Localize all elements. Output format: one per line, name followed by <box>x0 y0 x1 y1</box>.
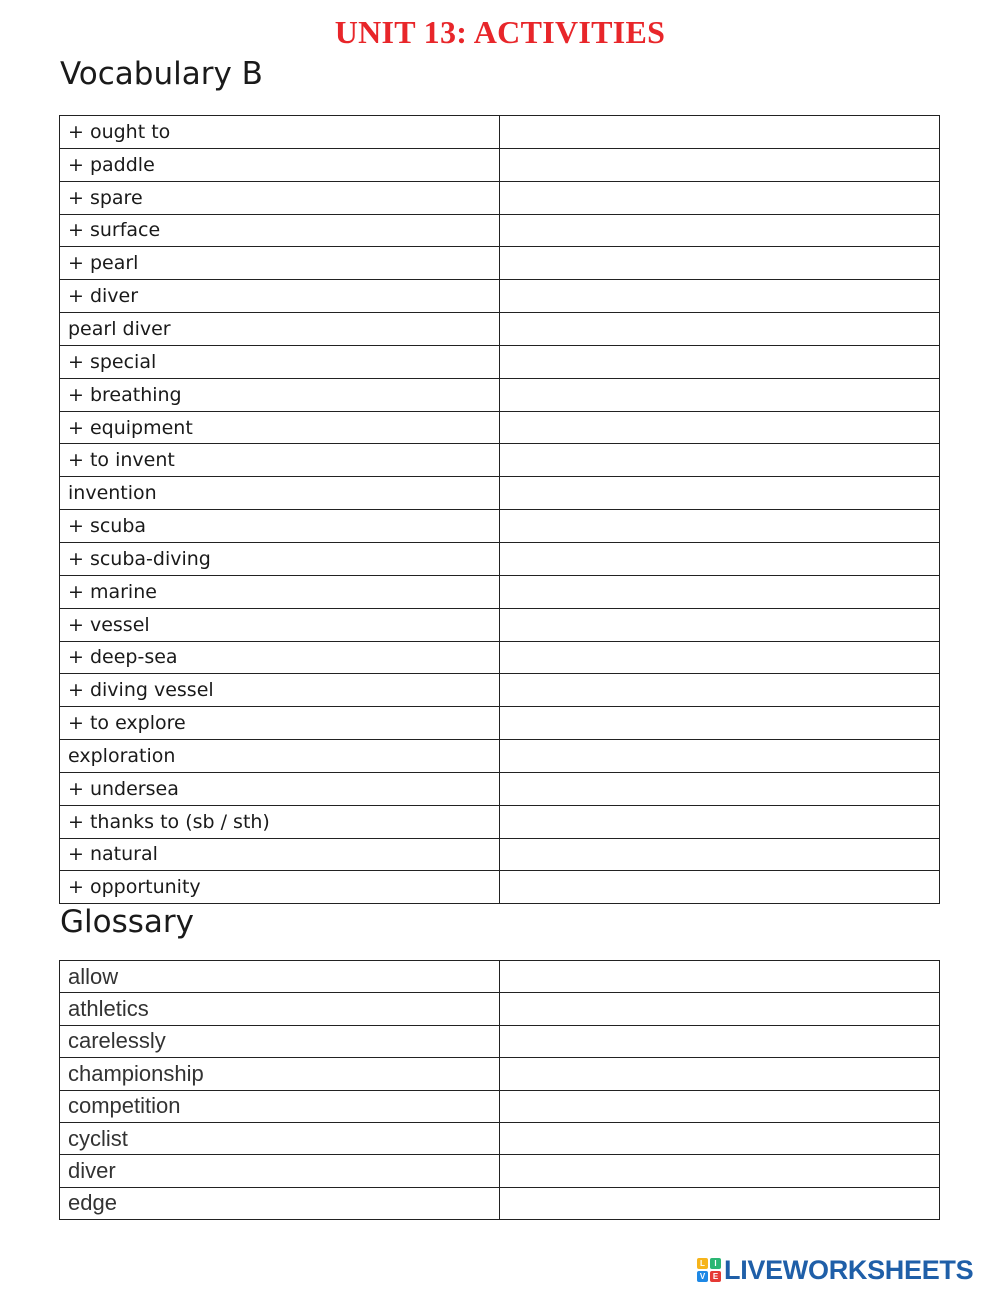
term-cell: + deep-sea <box>60 641 500 674</box>
term-cell: + ought to <box>60 116 500 149</box>
term-cell: + to explore <box>60 707 500 740</box>
term-cell: + spare <box>60 181 500 214</box>
document-title: UNIT 13: ACTIVITIES <box>334 14 666 50</box>
answer-cell[interactable] <box>500 1025 940 1057</box>
term-cell: exploration <box>60 740 500 773</box>
table-row <box>60 148 940 181</box>
table-row <box>60 674 940 707</box>
answer-cell[interactable] <box>500 740 940 773</box>
logo-mark-letter: V <box>697 1271 708 1282</box>
term-cell: + equipment <box>60 411 500 444</box>
table-row <box>60 116 940 149</box>
term-cell: + scuba <box>60 510 500 543</box>
answer-cell[interactable] <box>500 993 940 1025</box>
table-row <box>60 805 940 838</box>
table-row <box>60 477 940 510</box>
answer-cell[interactable] <box>500 280 940 313</box>
logo-mark-letter: I <box>710 1258 721 1269</box>
answer-cell[interactable] <box>500 345 940 378</box>
glossary-heading: Glossary <box>60 904 194 940</box>
table-row <box>60 411 940 444</box>
table-row <box>60 1090 940 1122</box>
answer-cell[interactable] <box>500 411 940 444</box>
table-row <box>60 707 940 740</box>
vocabulary-table-body <box>60 116 940 904</box>
table-row <box>60 1187 940 1219</box>
logo-mark-letter: L <box>697 1258 708 1269</box>
term-cell: + thanks to (sb / sth) <box>60 805 500 838</box>
term-cell: + scuba-diving <box>60 542 500 575</box>
answer-cell[interactable] <box>500 1058 940 1090</box>
term-cell: + opportunity <box>60 871 500 904</box>
table-row <box>60 608 940 641</box>
table-row <box>60 1122 940 1154</box>
table-row <box>60 378 940 411</box>
term-cell: diver <box>60 1155 500 1187</box>
term-cell: + natural <box>60 838 500 871</box>
table-row <box>60 313 940 346</box>
answer-cell[interactable] <box>500 247 940 280</box>
table-row <box>60 444 940 477</box>
answer-cell[interactable] <box>500 772 940 805</box>
term-cell: + pearl <box>60 247 500 280</box>
vocabulary-table <box>59 115 940 904</box>
term-cell: competition <box>60 1090 500 1122</box>
table-row <box>60 641 940 674</box>
liveworksheets-logo-icon <box>697 1258 721 1282</box>
term-cell: invention <box>60 477 500 510</box>
table-row <box>60 345 940 378</box>
term-cell: + paddle <box>60 148 500 181</box>
answer-cell[interactable] <box>500 641 940 674</box>
term-cell: + diving vessel <box>60 674 500 707</box>
answer-cell[interactable] <box>500 961 940 993</box>
term-cell: pearl diver <box>60 313 500 346</box>
answer-cell[interactable] <box>500 608 940 641</box>
term-cell: + vessel <box>60 608 500 641</box>
term-cell: + breathing <box>60 378 500 411</box>
table-row <box>60 961 940 993</box>
answer-cell[interactable] <box>500 378 940 411</box>
answer-cell[interactable] <box>500 1187 940 1219</box>
answer-cell[interactable] <box>500 214 940 247</box>
term-cell: + special <box>60 345 500 378</box>
table-row <box>60 838 940 871</box>
table-row <box>60 1058 940 1090</box>
answer-cell[interactable] <box>500 477 940 510</box>
table-row <box>60 1155 940 1187</box>
term-cell: athletics <box>60 993 500 1025</box>
answer-cell[interactable] <box>500 313 940 346</box>
answer-cell[interactable] <box>500 1155 940 1187</box>
answer-cell[interactable] <box>500 838 940 871</box>
table-row <box>60 247 940 280</box>
liveworksheets-logo <box>697 1255 973 1285</box>
glossary-table-body <box>60 961 940 1220</box>
logo-mark-letter: E <box>710 1271 721 1282</box>
table-row <box>60 871 940 904</box>
answer-cell[interactable] <box>500 707 940 740</box>
table-row <box>60 772 940 805</box>
table-row <box>60 1025 940 1057</box>
answer-cell[interactable] <box>500 444 940 477</box>
table-row <box>60 993 940 1025</box>
term-cell: + undersea <box>60 772 500 805</box>
term-cell: cyclist <box>60 1122 500 1154</box>
answer-cell[interactable] <box>500 871 940 904</box>
glossary-table <box>59 960 940 1220</box>
term-cell: + marine <box>60 575 500 608</box>
term-cell: + to invent <box>60 444 500 477</box>
answer-cell[interactable] <box>500 674 940 707</box>
logo-text: LIVEWORKSHEETS <box>724 1254 974 1285</box>
table-row <box>60 542 940 575</box>
table-row <box>60 181 940 214</box>
vocabulary-heading: Vocabulary B <box>60 56 263 92</box>
table-row <box>60 510 940 543</box>
term-cell: edge <box>60 1187 500 1219</box>
answer-cell[interactable] <box>500 542 940 575</box>
answer-cell[interactable] <box>500 575 940 608</box>
answer-cell[interactable] <box>500 1122 940 1154</box>
term-cell: allow <box>60 961 500 993</box>
table-row <box>60 740 940 773</box>
answer-cell[interactable] <box>500 1090 940 1122</box>
table-row <box>60 214 940 247</box>
answer-cell[interactable] <box>500 805 940 838</box>
answer-cell[interactable] <box>500 148 940 181</box>
table-row <box>60 575 940 608</box>
term-cell: championship <box>60 1058 500 1090</box>
term-cell: + surface <box>60 214 500 247</box>
term-cell: + diver <box>60 280 500 313</box>
answer-cell[interactable] <box>500 510 940 543</box>
answer-cell[interactable] <box>500 181 940 214</box>
term-cell: carelessly <box>60 1025 500 1057</box>
table-row <box>60 280 940 313</box>
answer-cell[interactable] <box>500 116 940 149</box>
